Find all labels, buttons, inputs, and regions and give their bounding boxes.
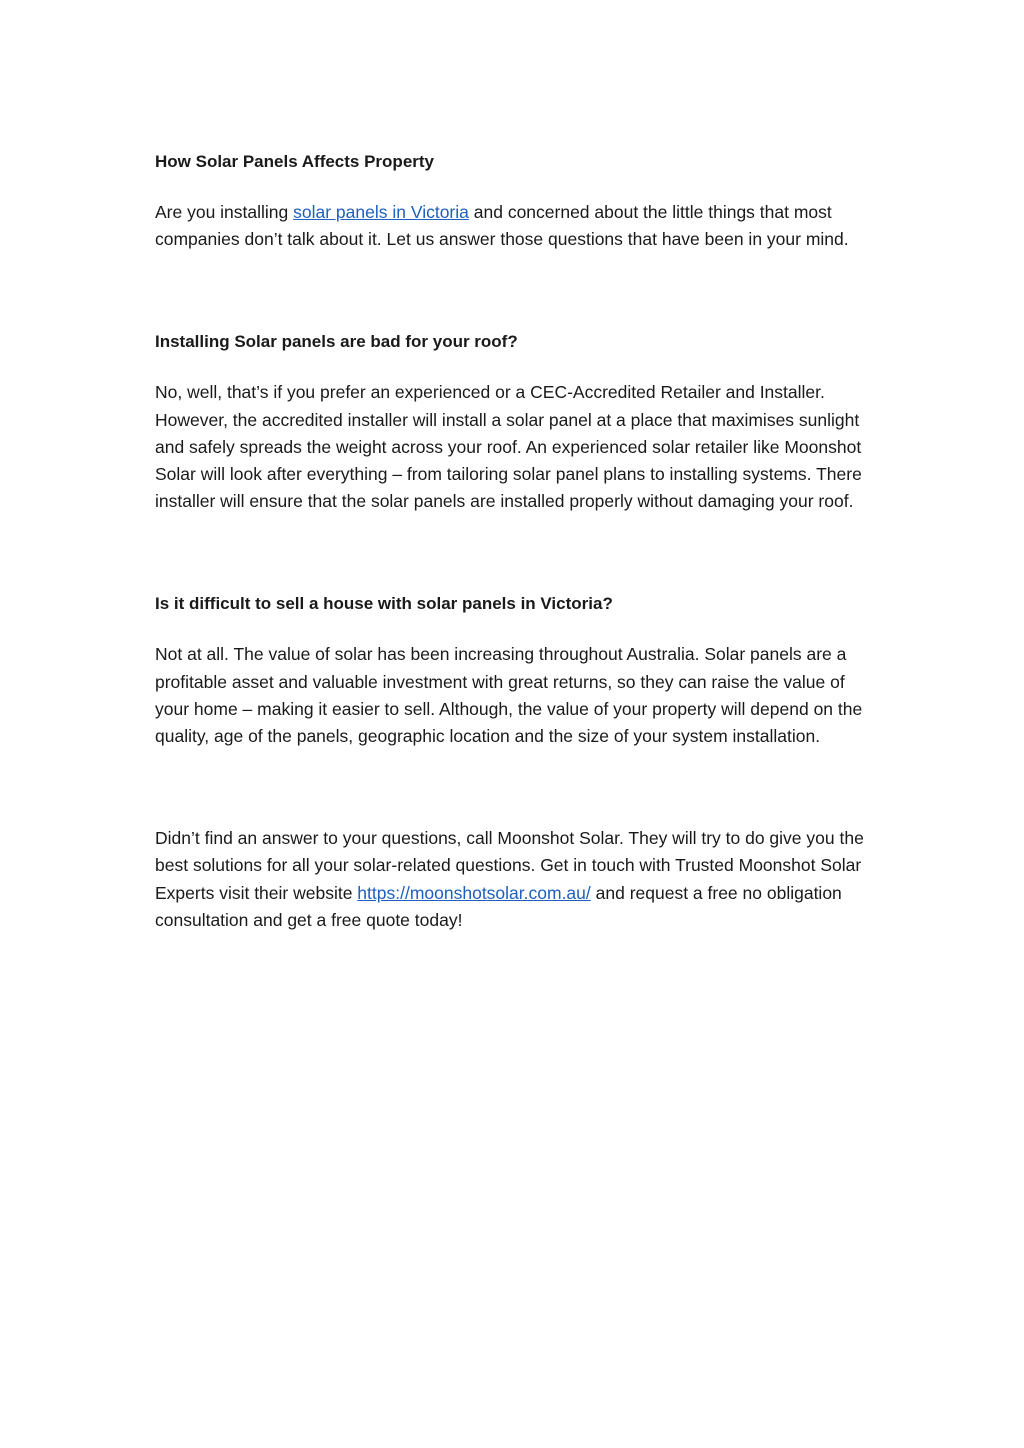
document-page xyxy=(155,148,875,934)
solar-panels-victoria-link[interactable]: solar panels in Victoria xyxy=(293,202,469,222)
intro-text-before: Are you installing xyxy=(155,202,294,222)
closing-paragraph xyxy=(155,825,875,934)
spacer xyxy=(155,515,875,590)
intro-text-after: and concerned about the little things that most companies don’t talk about it. Let us answer those questions that have been in your mind. xyxy=(155,202,849,250)
spacer xyxy=(155,750,875,825)
intro-paragraph xyxy=(155,199,875,253)
section-body-roof: No, well, that’s if you prefer an experienced or a CEC-Accredited Retailer and Installer. However, the accredited installer will install a solar panel at a place that maximises sunlight and safely spreads the weight across your roof. An experienced solar retailer like Moonshot Solar will look after everything – from tailoring solar panel plans to installing systems. There installer will ensure that the solar panels are installed properly without damaging your roof. xyxy=(155,382,862,512)
spacer xyxy=(155,253,875,328)
closing-text-before: Didn’t find an answer to your questions, call Moonshot Solar. They will try to do give you the best solutions for all your solar-related questions. Get in touch with Trusted Moonshot Solar Experts visit their website xyxy=(155,828,864,903)
section-body-sell: Not at all. The value of solar has been increasing throughout Australia. Solar panels are a profitable asset and valuable investment with great returns, so they can raise the value of your home – making it easier to sell. Although, the value of your property will depend on the quality, age of the panels, geographic location and the size of your system installation. xyxy=(155,644,863,747)
closing-text-after: and request a free no obligation consultation and get a free quote today! xyxy=(155,882,842,930)
section-heading-sell: Is it difficult to sell a house with solar panels in Victoria? xyxy=(155,594,613,614)
document-title: How Solar Panels Affects Property xyxy=(155,152,435,171)
section-heading-roof: Installing Solar panels are bad for your roof? xyxy=(155,332,518,352)
website-link[interactable]: https://moonshotsolar.com.au/ xyxy=(357,882,591,903)
